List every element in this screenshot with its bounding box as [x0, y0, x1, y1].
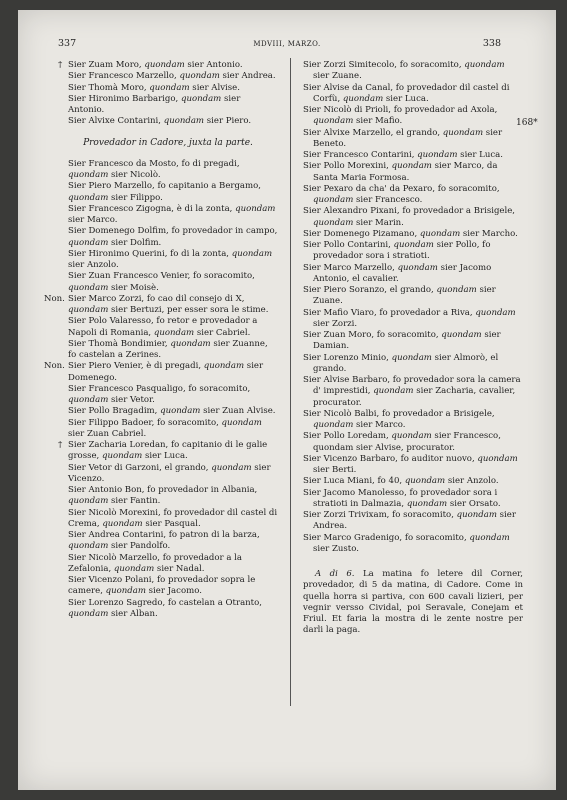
entry-text: Sier Vicenzo Barbaro, fo auditor nuovo, [303, 453, 478, 464]
entry-text-rest: sier Alban. [108, 608, 158, 619]
entry-text-rest: sier Zacharia, cavalier, procurator. [313, 386, 516, 408]
entry-text-rest: sier Marcho. [460, 228, 518, 239]
entry-quondam: quondam [397, 262, 438, 273]
entry-text: Sier Zacharia Loredan, fo capitanio di le galie grosse, [68, 440, 268, 462]
list-entry [58, 94, 278, 117]
list-entry [58, 116, 278, 127]
entry-quondam: quondam [221, 417, 262, 428]
list-entry [303, 353, 523, 376]
entry-text: Sier Pollo Bragadim, [68, 406, 161, 417]
list-entry [303, 454, 523, 477]
entry-text: Sier Piero Venier, è di pregadi, [68, 361, 204, 372]
entry-text: Sier Alvixe Marzello, el grando, [303, 127, 443, 138]
section-heading: Provedador in Cadore, juxta la parte. [83, 137, 253, 148]
entry-quondam: quondam [68, 541, 109, 552]
entry-text: Sier Polo Valaresso, fo retor e provedador a Napoli di Romania, [68, 316, 258, 338]
list-entry [303, 206, 523, 229]
entry-text: Sier Vetor di Garzoni, el grando, [68, 462, 212, 473]
entry-text: Sier Zuan Francesco Venier, fo soracomito, [68, 271, 255, 282]
entry-quondam: quondam [456, 510, 497, 520]
entry-text-rest: sier Marco. [68, 215, 118, 225]
entry-text-rest: sier Zuan Alvise. [200, 406, 276, 417]
list-entry [303, 488, 523, 511]
running-header [18, 38, 556, 52]
entry-text: Sier Zuan Moro, fo soracomito, [303, 330, 442, 340]
entry-text-rest: sier Domenego. [68, 361, 264, 383]
entry-text-rest: sier Jacomo Antonio, el cavalier. [313, 262, 492, 284]
diary-paragraph [303, 569, 523, 637]
entry-text: Sier Pollo Contarini, [303, 240, 394, 250]
entry-text: Sier Alvixe Contarini, [68, 116, 164, 127]
entry-text-rest: sier Marco. [353, 420, 406, 430]
entry-quondam: quondam [404, 476, 446, 487]
entry-text: Sier Francesco Marzello, [68, 71, 180, 82]
entry-text: Sier Jacomo Manolesso, fo provedador sora i stratioti in Dalmazia, [303, 487, 498, 509]
entry-text: Sier Piero Marzello, fo capitanio a Bergamo, [68, 181, 261, 192]
left-column [44, 60, 278, 620]
document-page [18, 10, 556, 790]
entry-text-rest: sier Pollo, fo provedador sora i stratioti. [313, 240, 491, 262]
list-entry [303, 510, 523, 533]
entry-text-rest: sier Luca. [383, 93, 429, 104]
entry-text-rest: sier Filippo. [108, 192, 163, 203]
list-entry [58, 71, 278, 82]
entry-text: Sier Zorzi Trivixam, fo soracomito, [303, 510, 457, 520]
list-entry [58, 339, 278, 362]
entry-text-rest: sier Berti. [313, 465, 357, 475]
entry-text: Sier Luca Miani, fo 40, [303, 476, 405, 487]
entry-quondam: quondam [160, 406, 201, 417]
entry-quondam: quondam [313, 420, 354, 430]
entry-text: Sier Francesco Pasqualigo, fo soracomito, [68, 383, 251, 394]
entry-quondam: quondam [419, 228, 461, 239]
entry-mark: Non. [44, 293, 65, 304]
entry-quondam: quondam [68, 395, 109, 405]
list-entry [303, 263, 523, 286]
entry-quondam: quondam [373, 386, 414, 397]
list-entry [58, 271, 278, 294]
entry-text: Sier Piero Soranzo, el grando, [303, 285, 437, 295]
entry-text-rest: sier Jacomo. [145, 586, 202, 597]
entry-quondam: quondam [231, 248, 273, 259]
entry-quondam: quondam [313, 217, 354, 228]
entry-text-rest: sier Nadal. [154, 563, 205, 574]
margin-note: 168* [516, 118, 538, 128]
entry-text: Sier Nicolò Marzello, fo provedador a la Zefalonia, [68, 552, 242, 574]
entry-text: Sier Vicenzo Polani, fo provedador sopra le camere, [68, 575, 256, 597]
entry-text-rest: sier Marco, da Santa Maria Formosa. [313, 161, 498, 183]
list-entry [303, 184, 523, 207]
entry-text-rest: sier Moisè. [108, 282, 159, 293]
right-column [303, 60, 523, 637]
entry-text: Sier Domenego Dolfim, fo provedador in campo, [68, 226, 278, 237]
entry-quondam: quondam [477, 453, 518, 464]
entry-text-rest: sier Pasqual. [142, 518, 201, 529]
entry-quondam: quondam [113, 563, 155, 574]
entry-quondam: quondam [68, 192, 109, 203]
entry-text: Sier Zuam Moro, [68, 60, 145, 70]
entry-quondam: quondam [68, 282, 109, 293]
list-entry [44, 361, 278, 384]
entry-text-rest: sier Vicenzo. [68, 462, 271, 484]
list-entry [303, 60, 523, 83]
list-entry [58, 159, 278, 182]
entry-text: Sier Marco Gradenigo, fo soracomito, [303, 532, 470, 543]
list-entry [303, 533, 523, 556]
entry-quondam: quondam [464, 60, 505, 70]
list-entry [58, 83, 278, 94]
entry-text: Sier Nicolò Morexini, fo provedador dil castel di Crema, [68, 507, 278, 529]
list-entry [58, 406, 278, 417]
list-entry [303, 409, 523, 432]
entry-text-rest: sier Pandolfo. [108, 541, 171, 552]
entry-text-rest: sier Francesco, quondam sier Alvise, procurator. [313, 431, 501, 453]
list-entry [303, 240, 523, 263]
entry-quondam: quondam [144, 60, 185, 70]
entry-quondam: quondam [153, 327, 195, 338]
entry-text: Sier Pollo Morexini, [303, 161, 392, 172]
entry-text-rest: sier Andrea. [313, 510, 516, 532]
list-entry [303, 150, 523, 161]
list-entry [58, 181, 278, 204]
entry-quondam: quondam [436, 285, 477, 295]
list-entry [303, 431, 523, 454]
list-entry [58, 508, 278, 531]
column-divider [290, 58, 291, 706]
entry-text-rest: sier Anzolo. [68, 260, 119, 270]
entry-quondam: quondam [391, 352, 432, 363]
entry-text: Sier Hironimo Querini, fo di la zonta, [68, 248, 232, 259]
entry-text-rest: sier Fantin. [108, 496, 161, 507]
entry-quondam: quondam [68, 305, 109, 315]
entry-text-rest: sier Zuanne, fo castelan a Zerines. [68, 338, 268, 360]
entry-text-rest: sier Cabriel. [194, 327, 251, 338]
entry-text: Sier Thomà Moro, [68, 82, 150, 93]
page-number-left: 337 [58, 38, 77, 49]
entry-text: Sier Mafio Viaro, fo provedador a Riva, [303, 307, 476, 318]
entry-quondam: quondam [442, 127, 484, 138]
entry-text-rest: sier Vetor. [108, 395, 155, 405]
entry-quondam: quondam [469, 532, 510, 543]
entry-date: A di 6. [315, 569, 355, 579]
entry-quondam: quondam [68, 170, 109, 180]
list-entry [58, 440, 278, 463]
entry-text: Sier Nicolò di Prioli, fo provedador ad Axola, [303, 105, 498, 115]
list-entry [303, 229, 523, 240]
candidate-list-continued [303, 60, 523, 555]
entry-quondam: quondam [313, 116, 354, 127]
entry-text: Sier Antonio Bon, fo provedador in Albania, [68, 485, 258, 495]
entry-quondam: quondam [149, 82, 190, 93]
entry-text: Sier Marco Zorzi, fo cao dil consejo di X, [68, 293, 245, 304]
list-entry [58, 60, 278, 71]
entry-text-rest: sier Andrea. [219, 71, 276, 82]
entry-text: Sier Zorzi Simitecolo, fo soracomito, [303, 60, 465, 70]
page-number-right: 338 [482, 38, 501, 49]
entry-text: Sier Andrea Contarini, fo patron di la barza, [68, 530, 260, 540]
list-entry [303, 161, 523, 184]
entry-quondam: quondam [101, 451, 143, 462]
entry-text-rest: sier Antonio. [184, 60, 243, 70]
entry-text-rest: sier Marin. [353, 217, 404, 228]
entry-text-rest: sier Zorzi. [313, 318, 358, 329]
entry-quondam: quondam [393, 240, 434, 250]
entry-quondam: quondam [102, 518, 143, 529]
entry-text: Sier Marco Marzello, [303, 262, 398, 273]
entry-text-rest: sier Orsato. [447, 498, 501, 509]
entry-quondam: quondam [180, 93, 222, 104]
list-entry [303, 105, 523, 128]
entry-text: La matina fo letere dil Corner, provedador, di 5 da matina, di Cadore. Come in quella horra si partiva, con 600 cavali lizieri, per vegnir versso Cividal, poi Seravale, Conejam et Friul. Et faria la mostra di le zente nostre per darli la paga. [303, 569, 523, 636]
entry-text: Sier Nicolò Balbi, fo provedador a Brisigele, [303, 408, 495, 419]
entry-text: Sier Lorenzo Sagredo, fo castelan a Otranto, [68, 597, 262, 608]
entry-quondam: quondam [475, 307, 516, 318]
entry-text-rest: sier Bertuzi, per esser sora le stime. [108, 305, 269, 315]
list-entry [58, 226, 278, 249]
entry-text: Sier Alexandro Pixani, fo provedador a Brisigele, [303, 206, 515, 217]
entry-quondam: quondam [391, 431, 432, 442]
entry-text-rest: sier Luca. [457, 150, 503, 160]
entry-text-rest: sier Damian. [313, 330, 501, 352]
entry-text-rest: sier Alvise. [189, 82, 240, 93]
entry-mark: † [58, 440, 63, 450]
list-entry [58, 418, 278, 441]
entry-text-rest: sier Almorò, el grando. [313, 352, 499, 374]
list-entry [303, 375, 523, 409]
list-entry [58, 575, 278, 598]
list-entry [58, 485, 278, 508]
entry-text: Sier Pexaro da cha' da Pexaro, fo soracomito, [303, 183, 500, 194]
header-title: MDVIII, MARZO. [253, 40, 321, 48]
intro-list [58, 60, 278, 128]
entry-quondam: quondam [235, 203, 276, 214]
entry-text-rest: sier Mafio. [353, 116, 403, 127]
list-entry [58, 316, 278, 339]
list-entry [303, 83, 523, 106]
list-entry [58, 463, 278, 486]
entry-text: Sier Francesco Zigogna, è di la zonta, [68, 203, 236, 214]
entry-quondam: quondam [406, 498, 448, 509]
list-entry [44, 293, 278, 317]
entry-text: Sier Lorenzo Minio, [303, 352, 392, 363]
entry-quondam: quondam [179, 71, 220, 82]
entry-text: Sier Alvise Barbaro, fo provedador sora la camera d' imprestidi, [303, 375, 521, 397]
entry-mark: † [58, 60, 63, 70]
entry-text: Sier Pollo Loredam, [303, 431, 392, 442]
list-entry [303, 285, 523, 308]
entry-quondam: quondam [163, 116, 205, 127]
entry-text-rest: sier Dolfim. [108, 237, 162, 248]
entry-quondam: quondam [68, 237, 109, 248]
entry-text-rest: sier Beneto. [313, 127, 503, 149]
list-entry [58, 384, 278, 407]
entry-quondam: quondam [211, 462, 252, 473]
entry-text: Sier Domenego Pizamano, [303, 228, 420, 239]
entry-text-rest: sier Francesco. [353, 195, 423, 205]
entry-quondam: quondam [417, 150, 458, 160]
list-entry [58, 249, 278, 272]
entry-text-rest: sier Antonio. [68, 93, 241, 115]
entry-text-rest: sier Zusto. [313, 543, 359, 554]
list-entry [58, 530, 278, 553]
entry-quondam: quondam [68, 496, 109, 507]
entry-quondam: quondam [342, 93, 384, 104]
entry-mark: Non. [44, 361, 65, 372]
entry-text: Sier Francesco Contarini, [303, 150, 418, 160]
entry-text: Sier Thomà Bondimier, [68, 338, 171, 349]
entry-text-rest: sier Zuane. [313, 285, 496, 307]
entry-text-rest: sier Piero. [204, 116, 252, 127]
entry-text-rest: sier Zuane. [313, 71, 362, 82]
entry-text: Sier Filippo Badoer, fo soracomito, [68, 417, 222, 428]
list-entry [303, 128, 523, 151]
entry-text: Sier Francesco da Mosto, fo di pregadi, [68, 158, 240, 169]
entry-text-rest: sier Luca. [142, 451, 188, 462]
entry-quondam: quondam [313, 195, 354, 205]
candidate-list [44, 158, 278, 620]
entry-quondam: quondam [68, 608, 109, 619]
entry-text-rest: sier Anzolo. [445, 476, 499, 487]
entry-quondam: quondam [203, 361, 245, 372]
entry-quondam: quondam [170, 338, 211, 349]
list-entry [58, 553, 278, 576]
entry-text: Sier Hironimo Barbarigo, [68, 93, 181, 104]
entry-text-rest: sier Nicolò. [108, 170, 161, 180]
list-entry [303, 476, 523, 487]
entry-text-rest: sier Zuan Cabriel. [68, 428, 147, 439]
list-entry [303, 308, 523, 331]
entry-quondam: quondam [105, 586, 146, 597]
list-entry [58, 204, 278, 227]
entry-quondam: quondam [441, 330, 482, 340]
entry-text: Sier Alvise da Canal, fo provedador dil castel di Corfù, [303, 82, 510, 104]
list-entry [58, 598, 278, 621]
entry-quondam: quondam [391, 161, 432, 172]
list-entry [303, 330, 523, 353]
